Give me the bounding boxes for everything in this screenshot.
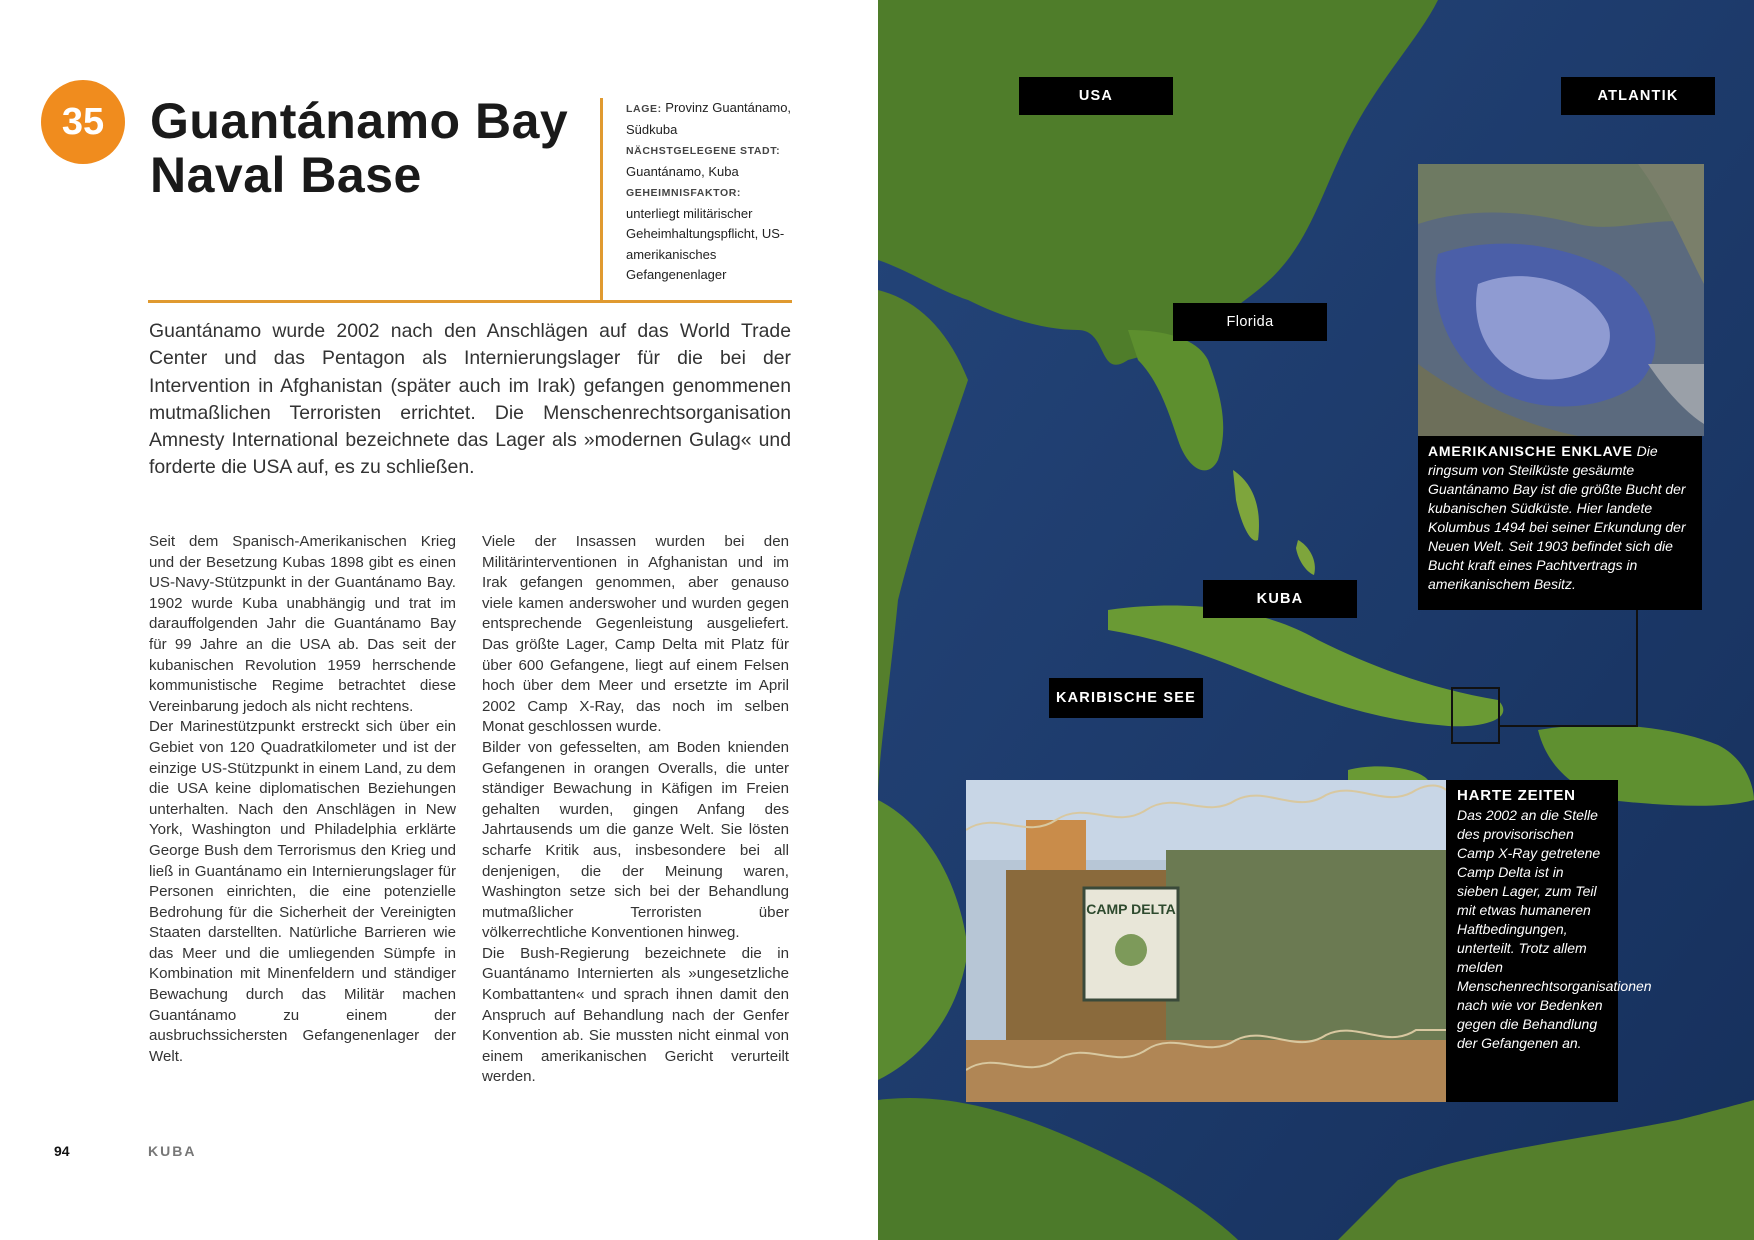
map-label-atlantik: ATLANTIK (1561, 77, 1715, 115)
chapter-number: 35 (61, 100, 105, 143)
caption-enclave-text: Die ringsum von Steilküste gesäumte Guantánamo Bay ist die größte Bucht der kubanischen Südküste. Hier landete Kolumbus 1494 bei seiner Erkundung der Neuen Welt. Seit 1903 befindet sich die Bucht kraft eines Pachtvertrags in amerikanischem Besitz. (1428, 443, 1686, 592)
fact-key-faktor: GEHEIMNISFAKTOR: (626, 187, 741, 199)
running-head: KUBA (148, 1143, 197, 1159)
lead-paragraph: Guantánamo wurde 2002 nach den Anschlägen auf das World Trade Center und das Pentagon als Internierungslager für die bei der Intervention in Afghanistan (später auch im Irak) gefangen genommenen mutmaßlichen Terroristen errichtet. Die Menschenrechtsorganisation Amnesty International bezeichnete das Lager als »modernen Gulag« und forderte die USA auf, es zu schließen. (149, 320, 791, 479)
caption-harte-title: HARTE ZEITEN (1457, 787, 1576, 804)
camp-delta-photo (966, 780, 1446, 1102)
body-column-right (482, 532, 789, 1088)
fact-value-lage: Provinz Guantánamo, Südkuba (626, 100, 792, 137)
page-number: 94 (54, 1143, 70, 1159)
body-paragraph: Die Bush-Regierung bezeichnete die in Guantánamo Internierten als »ungesetzliche Kombattanten« und sprach ihnen damit den Anspruch auf Behandlung nach der Genfer Konvention ab. Sie mussten nicht einmal von einem amerikanischen Gericht verurteilt werden. (482, 944, 789, 1086)
caption-harte-text: Das 2002 an die Stelle des provisorischen Camp X-Ray getretene Camp Delta ist in sieben Lager, zum Teil mit etwas humaneren Haftbedingungen, unterteilt. Trotz allem melden Menschenrechtsorganisationen nach wie vor Bedenken gegen die Behandlung der Gefangenen an. (1457, 807, 1652, 1051)
satellite-map (878, 0, 1754, 1240)
body-column-left (149, 532, 456, 1067)
body-paragraph: Viele der Insassen wurden bei den Militärinterventionen in Afghanistan und im Irak gefangen genommen, aber genauso viele kamen anderswoher und wurden gegen entsprechende Gegenleistung ausgeliefert. Das größte Lager, Camp Delta mit Platz für über 600 Gefangene, liegt auf einem Felsen hoch über dem Meer und ersetzte im April 2002 Camp X-Ray, das noch im selben Monat geschlossen wurde. (482, 533, 789, 736)
page-title (150, 94, 580, 202)
fact-value-stadt: Guantánamo, Kuba (626, 163, 739, 179)
body-paragraph: Der Marinestützpunkt erstreckt sich über ein Gebiet von 120 Quadratkilometer und ist der einzige US-Stützpunkt in einem Land, zu dem die USA keine diplomatischen Beziehungen unterhalten. Nach den Anschlägen in New York, Washington und Philadelphia erklärte George Bush dem Terrorismus den Krieg und ließ in Guantánamo ein Internierungslager für Personen einrichten, die eine potenzielle Bedrohung für die Sicherheit der Vereinigten Staaten darstellten. Natürliche Barrieren wie das Meer und die umliegenden Sümpfe in Kombination mit Minenfeldern und ständiger Bewachung durch das Militär machen Guantánamo zu einem der ausbruchssichersten Gefangenenlager der Welt. (149, 718, 456, 1065)
map-label-usa: USA (1019, 77, 1173, 115)
map-label-kuba: KUBA (1203, 580, 1357, 618)
guantanamo-bay-satellite-photo (1418, 164, 1704, 436)
body-paragraph: Bilder von gefesselten, am Boden knienden Gefangenen in orangen Overalls, die unter ständiger Bewachung in Käfigen im Freien gehalten wurden, gingen Anfang des Jahrtausends um die ganze Welt. Sie lösten scharfe Kritik aus, insbesondere bei all denjenigen, die der Meinung waren, Washington setze sich bei der Behandlung mutmaßlicher Terroristen über völkerrechtliche Konventionen hinweg. (482, 738, 789, 942)
caption-harte-zeiten (1446, 780, 1652, 1102)
map-label-florida: Florida (1173, 303, 1327, 341)
caption-enclave (1418, 436, 1702, 610)
title-line-1: Guantánamo Bay (150, 93, 569, 149)
fact-box (600, 98, 816, 301)
caption-enclave-title: AMERIKANISCHE ENKLAVE (1428, 443, 1633, 459)
fact-key-stadt: NÄCHSTGELEGENE STADT: (626, 145, 781, 157)
camp-delta-sign-text: CAMP DELTA (1086, 901, 1176, 917)
chapter-number-badge (41, 80, 125, 164)
body-paragraph: Seit dem Spanisch-Amerikanischen Krieg und der Besetzung Kubas 1898 gibt es einen US-Navy-Stützpunkt in der Guantánamo Bay. 1902 wurde Kuba unabhängig und trat im darauffolgenden Jahr die Guantánamo Bay für 99 Jahre an die USA ab. Das seit der kubanischen Revolution 1959 herrschende kommunistische Regime betrachtet diese Vereinbarung jedoch als nicht rechtens. (149, 533, 456, 715)
map-label-karibische-see: KARIBISCHE SEE (1049, 678, 1203, 718)
title-line-2: Naval Base (150, 147, 422, 203)
header-divider (148, 300, 792, 303)
fact-key-lage: LAGE: (626, 103, 662, 115)
fact-value-faktor: unterliegt militärischer Geheimhaltungspflicht, US-amerikanisches Gefangenenlager (626, 205, 785, 282)
